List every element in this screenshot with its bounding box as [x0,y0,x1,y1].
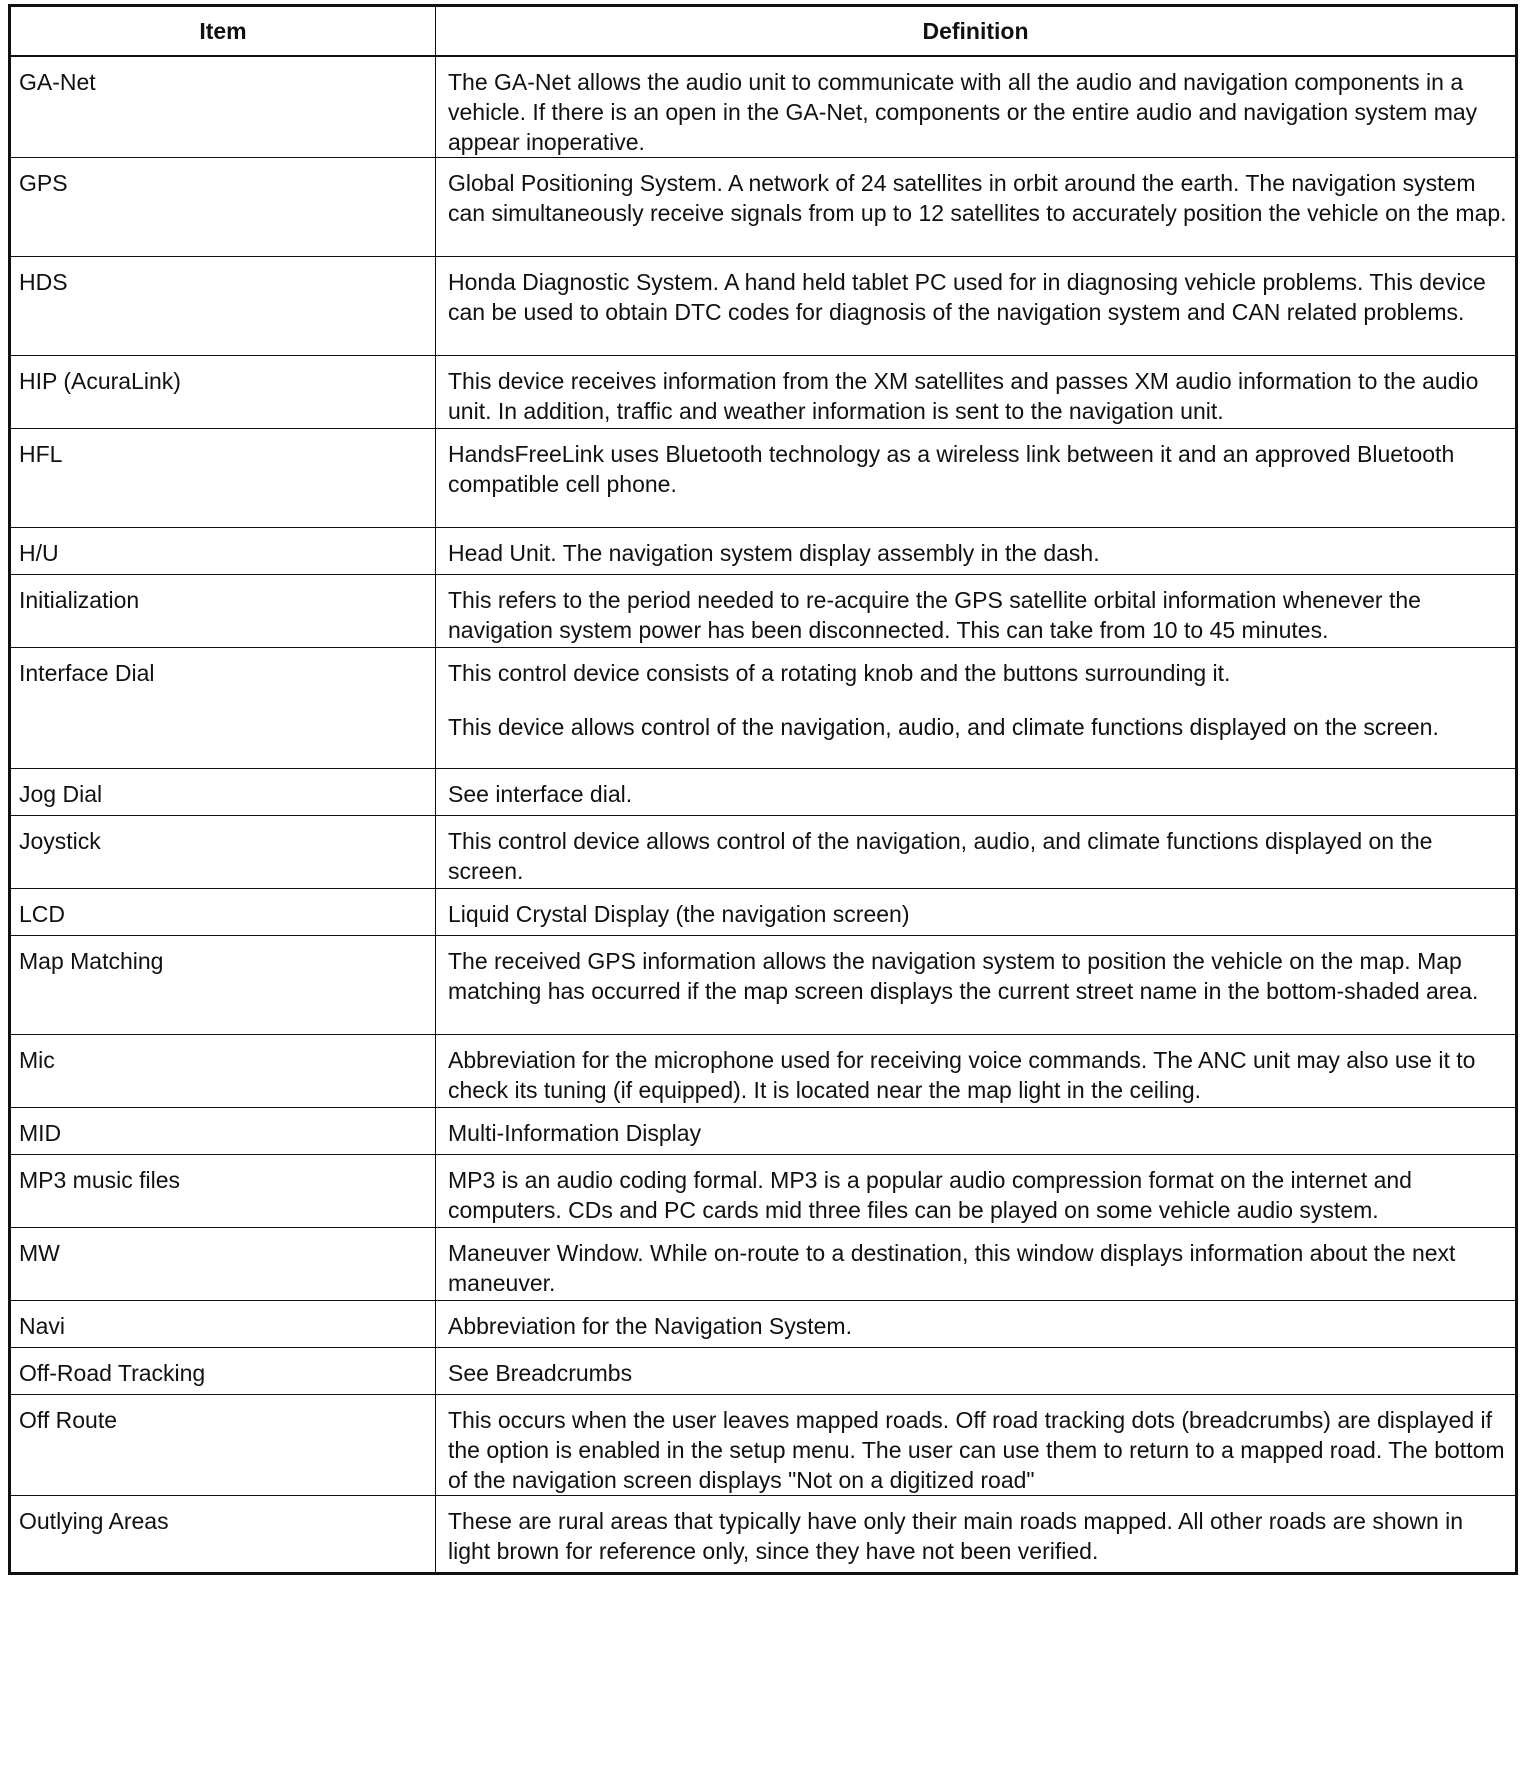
definition-cell [436,1155,1517,1228]
table-row [10,1348,1517,1395]
table-row [10,889,1517,936]
definition-cell [436,56,1517,158]
definition-paragraph: The GA-Net allows the audio unit to communicate with all the audio and navigation components in a vehicle. If there is an open in the GA-Net, components or the entire audio and navigation system may appear inoperative. [448,69,1478,155]
definition-cell [436,1035,1517,1108]
definition-paragraph: This occurs when the user leaves mapped roads. Off road tracking dots (breadcrumbs) are displayed if the option is enabled in the setup menu. The user can use them to return to a mapped road. The bottom of the navigation screen displays "Not on a digitized road" [448,1407,1505,1493]
table-row [10,648,1517,769]
table-row [10,1228,1517,1301]
item-cell: Jog Dial [10,769,436,816]
item-cell: Mic [10,1035,436,1108]
definition-paragraph: Multi-Information Display [448,1120,702,1146]
definition-cell [436,1395,1517,1496]
definition-paragraph: This device allows control of the navigation, audio, and climate functions displayed on the screen. [448,714,1439,740]
table-row [10,1155,1517,1228]
item-cell: Interface Dial [10,648,436,769]
definition-cell [436,816,1517,889]
table-row [10,356,1517,429]
definition-paragraph: The received GPS information allows the navigation system to position the vehicle on the map. Map matching has occurred if the map screen displays the current street name in the bottom-shaded area. [448,948,1479,1004]
definition-paragraph: Global Positioning System. A network of 24 satellites in orbit around the earth. The navigation system can simultaneously receive signals from up to 12 satellites to accurately position the vehicle on the map. [448,170,1507,226]
item-cell: Outlying Areas [10,1496,436,1574]
table-row [10,769,1517,816]
item-cell: GPS [10,158,436,257]
definition-cell [436,158,1517,257]
item-cell: MP3 music files [10,1155,436,1228]
definition-paragraph: Maneuver Window. While on-route to a destination, this window displays information about the next maneuver. [448,1240,1456,1296]
definition-cell [436,769,1517,816]
table-row [10,528,1517,575]
item-cell: HIP (AcuraLink) [10,356,436,429]
item-cell: Off-Road Tracking [10,1348,436,1395]
table-row [10,575,1517,648]
table-row [10,936,1517,1035]
definition-paragraph: Abbreviation for the microphone used for receiving voice commands. The ANC unit may also use it to check its tuning (if equipped). It is located near the map light in the ceiling. [448,1047,1476,1103]
table-row [10,1108,1517,1155]
item-cell: Navi [10,1301,436,1348]
header-row [10,6,1517,57]
item-cell: Initialization [10,575,436,648]
header-item: Item [10,6,436,57]
definition-cell [436,429,1517,528]
definition-paragraph: These are rural areas that typically have only their main roads mapped. All other roads are shown in light brown for reference only, since they have not been verified. [448,1508,1464,1564]
definition-cell [436,1301,1517,1348]
table-row [10,1301,1517,1348]
item-cell: MID [10,1108,436,1155]
glossary-body [10,56,1517,1574]
table-row [10,158,1517,257]
item-cell: LCD [10,889,436,936]
table-row [10,1496,1517,1574]
item-cell: Joystick [10,816,436,889]
table-row [10,1035,1517,1108]
item-cell: H/U [10,528,436,575]
definition-cell [436,936,1517,1035]
definition-cell [436,1496,1517,1574]
item-cell: Off Route [10,1395,436,1496]
definition-paragraph: See interface dial. [448,781,633,807]
definition-paragraph: Honda Diagnostic System. A hand held tablet PC used for in diagnosing vehicle problems. This device can be used to obtain DTC codes for diagnosis of the navigation system and CAN related problems. [448,269,1486,325]
definition-paragraph: HandsFreeLink uses Bluetooth technology as a wireless link between it and an approved Bluetooth compatible cell phone. [448,441,1455,497]
item-cell: GA-Net [10,56,436,158]
table-row [10,1395,1517,1496]
definition-cell [436,528,1517,575]
definition-cell [436,257,1517,356]
definition-cell [436,889,1517,936]
table-row [10,429,1517,528]
item-cell: MW [10,1228,436,1301]
item-cell: HFL [10,429,436,528]
definition-paragraph: Abbreviation for the Navigation System. [448,1313,852,1339]
definition-paragraph: MP3 is an audio coding formal. MP3 is a popular audio compression format on the internet and computers. CDs and PC cards mid three files can be played on some vehicle audio system. [448,1167,1412,1223]
glossary-table [8,4,1518,1575]
definition-cell [436,1348,1517,1395]
definition-cell [436,575,1517,648]
table-row [10,816,1517,889]
table-row [10,257,1517,356]
definition-paragraph: Liquid Crystal Display (the navigation screen) [448,901,910,927]
definition-paragraph: This control device allows control of the navigation, audio, and climate functions displayed on the screen. [448,828,1433,884]
definition-cell [436,1108,1517,1155]
definition-paragraph: This refers to the period needed to re-acquire the GPS satellite orbital information whenever the navigation system power has been disconnected. This can take from 10 to 45 minutes. [448,587,1421,643]
definition-paragraph: Head Unit. The navigation system display assembly in the dash. [448,540,1100,566]
definition-cell [436,648,1517,769]
definition-cell [436,1228,1517,1301]
definition-paragraph: This control device consists of a rotating knob and the buttons surrounding it. [448,660,1231,686]
definition-paragraph: See Breadcrumbs [448,1360,633,1386]
definition-paragraph: This device receives information from the XM satellites and passes XM audio information to the audio unit. In addition, traffic and weather information is sent to the navigation unit. [448,368,1479,424]
item-cell: HDS [10,257,436,356]
item-cell: Map Matching [10,936,436,1035]
definition-cell [436,356,1517,429]
header-definition: Definition [436,6,1517,57]
table-row [10,56,1517,158]
